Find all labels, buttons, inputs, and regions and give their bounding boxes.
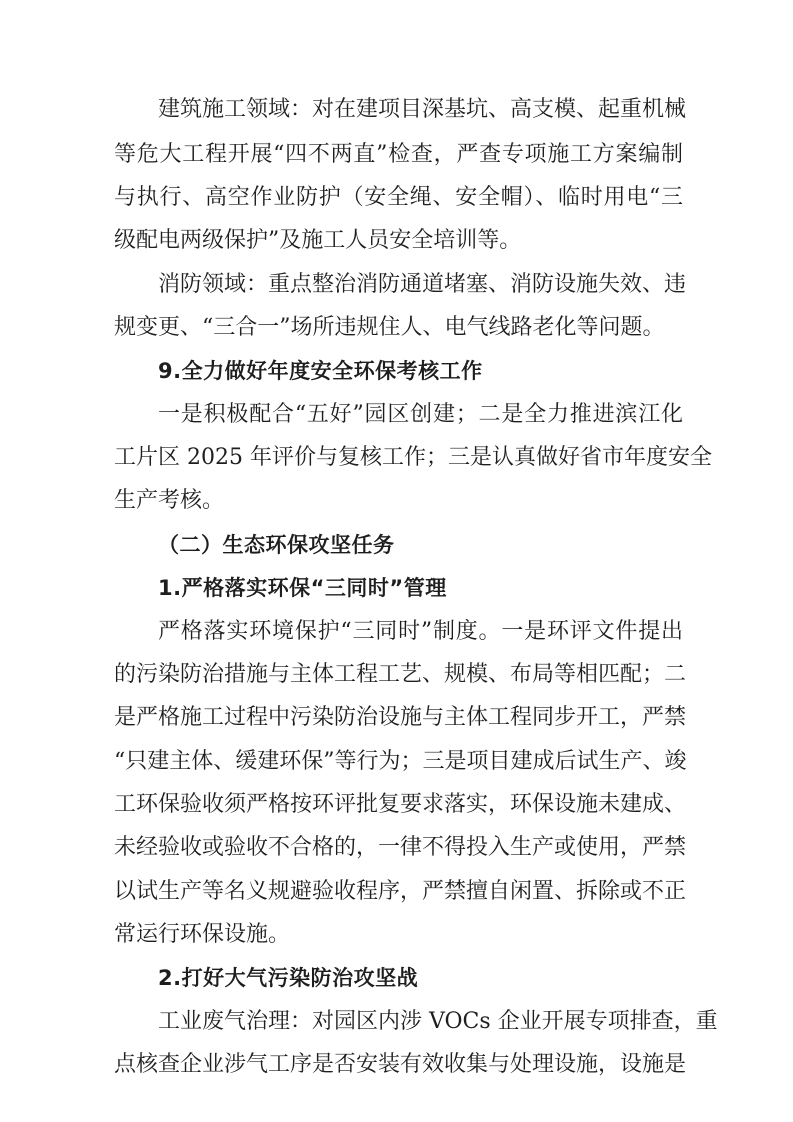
paragraph-assessment-line-3: 生产考核。: [114, 488, 225, 513]
paragraph-construction-line-3: 与执行、高空作业防护（安全绳、安全帽）、临时用电“三: [114, 185, 683, 210]
paragraph-three-simultaneous-line-4: “只建主体、缓建环保”等行为；三是项目建成后试生产、竣: [114, 749, 687, 774]
paragraph-three-simultaneous-line-3: 是严格施工过程中污染防治设施与主体工程同步开工，严禁: [114, 705, 687, 730]
heading-annual-assessment: 9.全力做好年度安全环保考核工作: [158, 359, 483, 383]
heading-three-simultaneous: 1.严格落实环保“三同时”管理: [158, 576, 447, 600]
paragraph-three-simultaneous-line-5: 工环保验收须严格按环评批复要求落实，环保设施未建成、: [114, 792, 687, 817]
paragraph-construction-line-2: 等危大工程开展“四不两直”检查，严查专项施工方案编制: [114, 142, 683, 167]
paragraph-fire-line-1: 消防领域：重点整治消防通道堵塞、消防设施失效、违: [158, 272, 687, 297]
paragraph-construction-line-1: 建筑施工领域：对在建项目深基坑、高支模、起重机械: [158, 97, 687, 122]
paragraph-fire-line-2: 规变更、“三合一”场所违规住人、电气线路老化等问题。: [114, 315, 665, 340]
heading-ecological-tasks: （二）生态环保攻坚任务: [158, 533, 395, 557]
paragraph-three-simultaneous-line-2: 的污染防治措施与主体工程工艺、规模、布局等相匹配；二: [114, 662, 687, 687]
paragraph-three-simultaneous-line-1: 严格落实环境保护“三同时”制度。一是环评文件提出: [158, 619, 683, 644]
paragraph-three-simultaneous-line-8: 常运行环保设施。: [114, 922, 291, 947]
paragraph-three-simultaneous-line-6: 未经验收或验收不合格的，一律不得投入生产或使用，严禁: [114, 835, 687, 860]
heading-air-pollution: 2.打好大气污染防治攻坚战: [158, 966, 419, 990]
paragraph-assessment-line-1: 一是积极配合“五好”园区创建；二是全力推进滨江化: [158, 402, 683, 427]
paragraph-air-line-2: 点核查企业涉气工序是否安装有效收集与处理设施，设施是: [114, 1052, 687, 1077]
paragraph-construction-line-4: 级配电两级保护”及施工人员安全培训等。: [114, 228, 522, 253]
paragraph-three-simultaneous-line-7: 以试生产等名义规避验收程序，严禁擅自闲置、拆除或不正: [114, 879, 687, 904]
paragraph-air-line-1: 工业废气治理：对园区内涉 VOCs 企业开展专项排查，重: [158, 1009, 718, 1034]
paragraph-assessment-line-2: 工片区 2025 年评价与复核工作；三是认真做好省市年度安全: [114, 445, 712, 470]
